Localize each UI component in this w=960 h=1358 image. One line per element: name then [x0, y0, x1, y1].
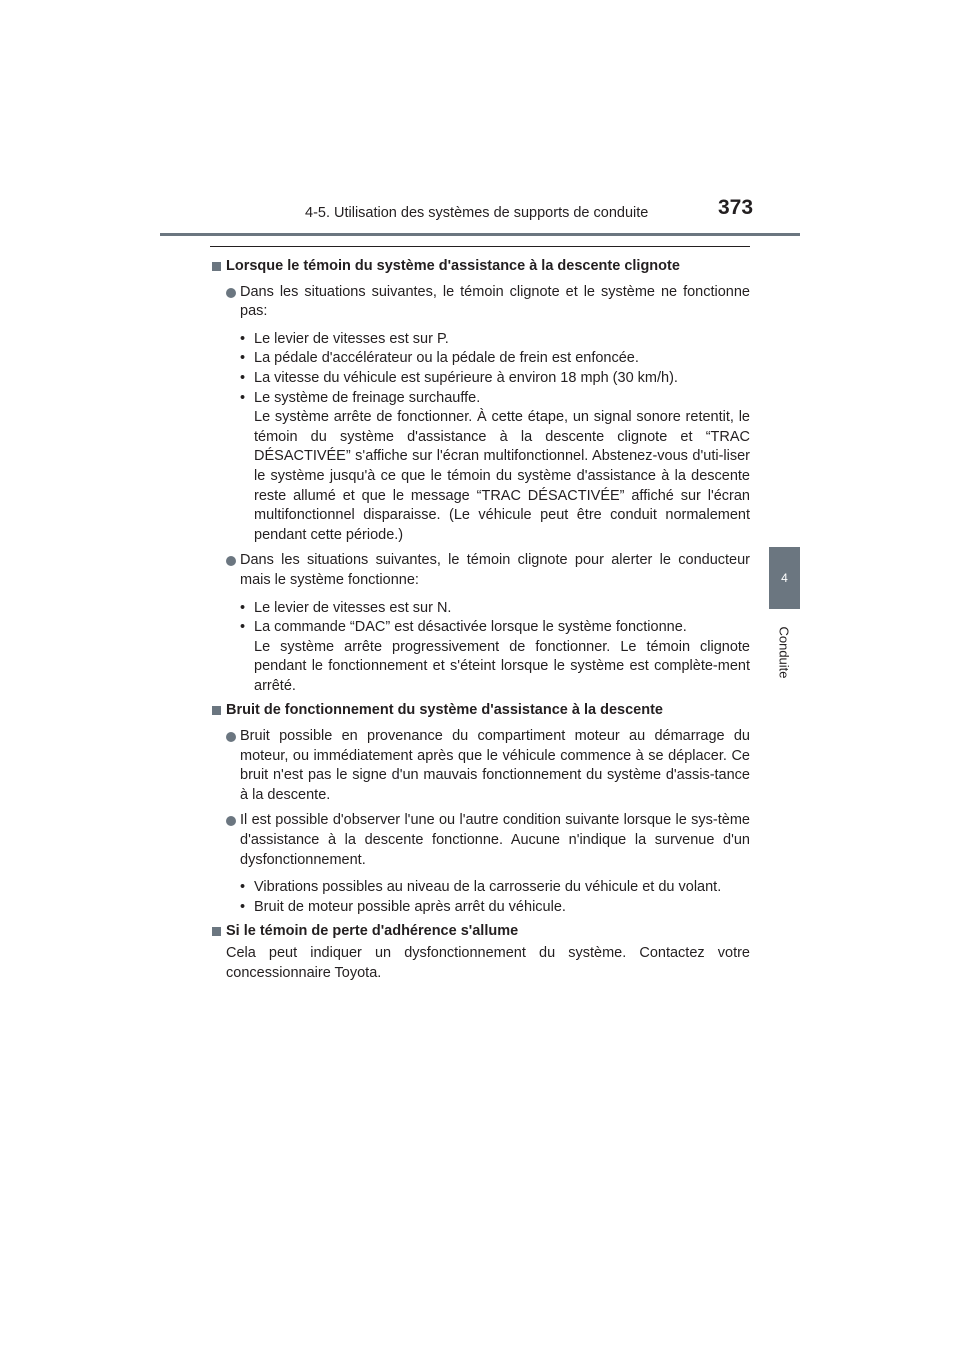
heading-text: Si le témoin de perte d'adhérence s'allume [226, 923, 519, 940]
list-item-text: Bruit de moteur possible après arrêt du véhicule. [254, 898, 566, 915]
dot-marker: • [240, 898, 246, 915]
sub-list [210, 878, 750, 917]
round-bullet-icon [226, 556, 236, 566]
list-item [240, 349, 750, 369]
list-item-text: Le levier de vitesses est sur N. [254, 599, 452, 616]
chapter-label: Conduite [776, 625, 792, 679]
square-bullet-icon [212, 706, 221, 715]
list-item [240, 599, 750, 619]
dot-marker: • [240, 879, 246, 896]
chapter-label-wrap [772, 622, 796, 682]
header-section-title: 4-5. Utilisation des systèmes de supports de conduite [305, 205, 649, 221]
list-item-continuation: Le système arrête progressivement de fonctionner. Le témoin clignote pendant le fonctionnement et s'éteint lorsque le système est complète-ment arrêté. [254, 638, 750, 694]
header-rule [160, 233, 800, 236]
round-bullet-icon [226, 732, 236, 742]
page-content [210, 257, 750, 983]
dot-marker: • [240, 330, 246, 347]
square-bullet-icon [212, 262, 221, 271]
list-item-text: Vibrations possibles au niveau de la carrosserie du véhicule et du volant. [254, 879, 722, 896]
section-heading [210, 257, 750, 277]
list-item [240, 389, 750, 546]
bullet-text: Dans les situations suivantes, le témoin clignote et le système ne fonctionne pas: [240, 283, 750, 320]
dot-marker: • [240, 369, 246, 386]
heading-text: Lorsque le témoin du système d'assistance à la descente clignote [226, 258, 680, 274]
chapter-number: 4 [781, 571, 788, 585]
list-item [240, 898, 750, 918]
square-bullet-icon [212, 927, 221, 936]
bullet-item [210, 811, 750, 870]
dot-marker: • [240, 350, 246, 367]
heading-text: Bruit de fonctionnement du système d'assistance à la descente [226, 702, 663, 719]
list-item-text: La vitesse du véhicule est supérieure à environ 18 mph (30 km/h). [254, 369, 678, 386]
dot-marker: • [240, 389, 246, 406]
sub-list [210, 599, 750, 697]
content-rule [210, 246, 750, 247]
dot-marker: • [240, 619, 246, 636]
sub-list [210, 330, 750, 546]
list-item [240, 878, 750, 898]
bullet-text: Bruit possible en provenance du compartiment moteur au démarrage du moteur, ou immédiatement après que le véhicule commence à se déplacer. Ce bruit n'est pas le signe d'un mauvais fonctionnement du système d'assis-tance à la descente. [240, 728, 750, 803]
round-bullet-icon [226, 816, 236, 826]
bullet-item [210, 551, 750, 590]
list-item-text: Le système de freinage surchauffe. [254, 389, 481, 406]
bullet-text: Il est possible d'observer l'une ou l'autre condition suivante lorsque le sys-tème d'assistance à la descente fonctionne. Aucune n'indique la survenue d'un dysfonctionnement. [240, 812, 750, 868]
section-heading [210, 701, 750, 721]
list-item [240, 369, 750, 389]
round-bullet-icon [226, 288, 236, 298]
list-item-text: Le levier de vitesses est sur P. [254, 330, 449, 347]
section-heading [210, 922, 750, 942]
list-item [240, 330, 750, 350]
section-paragraph: Cela peut indiquer un dysfonctionnement du système. Contactez votre concessionnaire Toyota. [226, 945, 750, 981]
dot-marker: • [240, 599, 246, 616]
list-item [240, 618, 750, 696]
list-item-text: La pédale d'accélérateur ou la pédale de frein est enfoncée. [254, 350, 639, 367]
chapter-tab [769, 547, 800, 609]
list-item-continuation: Le système arrête de fonctionner. À cette étape, un signal sonore retentit, le témoin du système d'assistance à la descente clignote et “TRAC DÉSACTIVÉE” s'affiche sur l'écran multifonctionnel. Abstenez-vous d'uti-liser le système jusqu'à ce que le témoin du système d'assistance à la descente reste allumé et que le message “TRAC DÉSACTIVÉE” affiché sur l'écran multifonctionnel disparaisse. (Le véhicule peut être conduit normalement pendant cette période.) [254, 409, 750, 543]
bullet-item [210, 283, 750, 322]
page-number: 373 [718, 196, 754, 219]
list-item-text: La commande “DAC” est désactivée lorsque le système fonctionne. [254, 619, 687, 636]
bullet-text: Dans les situations suivantes, le témoin clignote pour alerter le conducteur mais le système fonctionne: [240, 552, 750, 588]
bullet-item [210, 727, 750, 805]
